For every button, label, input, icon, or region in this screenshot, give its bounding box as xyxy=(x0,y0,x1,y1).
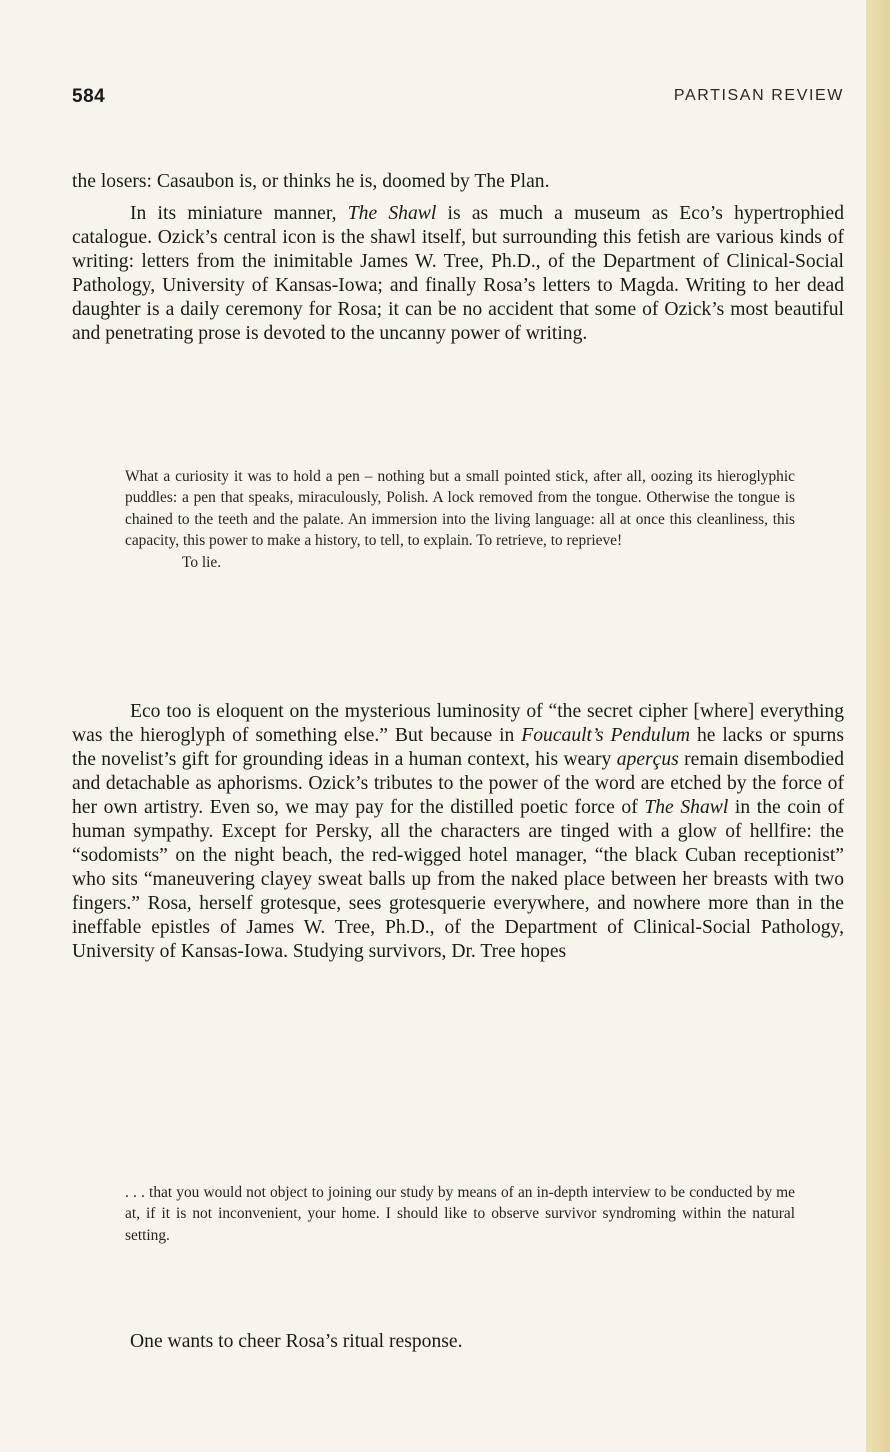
paragraph-text: Eco too is eloquent on the mysterious luminosity of “the secret cipher [where] everything was the hieroglyph of something else.” But because in xyxy=(72,701,844,746)
page-number: 584 xyxy=(72,86,106,107)
block-quote-pen xyxy=(125,466,795,573)
book-title: The Shawl xyxy=(347,203,437,224)
closing-line: One wants to cheer Rosa’s ritual response. xyxy=(130,1331,463,1352)
paragraph-shawl-museum xyxy=(72,202,844,346)
paragraph-eco-eloquent xyxy=(72,700,844,964)
book-title: The Shawl xyxy=(644,797,729,818)
block-quote-tree-letter: . . . that you would not object to joining our study by means of an in-depth interview to be conducted by me at, if it is not inconvenient, your home. I should like to observe survivor syndroming within the natural setting. xyxy=(125,1184,795,1244)
running-head: PARTISAN REVIEW xyxy=(673,87,844,104)
book-title: Foucault’s Pendulum xyxy=(521,725,691,746)
paragraph-text: he lacks or spurns the novelist’s gift for grounding ideas in a human context, his weary xyxy=(72,725,844,770)
paragraph-text: remain disembodied and detachable as aphorisms. Ozick’s tributes to the power of the word are etched by the force of her own artistry. Even so, we may pay for the distilled poetic force of xyxy=(72,749,845,818)
block-quote-tail: To lie. xyxy=(182,553,222,571)
paragraph-text: in the coin of human sympathy. Except for Persky, all the characters are tinged with a glow of hellfire: the “sodomists” on the night beach, the red-wigged hotel manager, “the black Cuban receptionist” who sits “maneuvering clayey sweat balls up from the naked place between her breasts with two fingers.” Rosa, herself grotesque, sees grotesquerie everywhere, and nowhere more than in the ineffable epistles of James W. Tree, Ph.D., of the Department of Clinical-Social Pathology, University of Kansas-Iowa. Studying survivors, Dr. Tree hopes xyxy=(72,797,844,962)
page-header xyxy=(72,86,844,114)
paragraph-text: is as much a museum as Eco’s hypertrophied catalogue. Ozick’s central icon is the shawl itself, but surrounding this fetish are various kinds of writing: letters from the inimitable James W. Tree, Ph.D., of the Department of Clinical-Social Pathology, University of Kansas-Iowa; and finally Rosa’s letters to Magda. Writing to her dead daughter is a daily ceremony for Rosa; it can be no accident that some of Ozick’s most beautiful and penetrating prose is devoted to the uncanny power of writing. xyxy=(72,203,844,344)
paragraph-text: In its miniature manner, xyxy=(130,203,348,224)
page-edge xyxy=(866,0,890,1452)
block-quote-body: What a curiosity it was to hold a pen – nothing but a small pointed stick, after all, oozing its hieroglyphic puddles: a pen that speaks, miraculously, Polish. A lock removed from the tongue. Otherwise the tongue is chained to the teeth and the palate. An immersion into the living language: all at once this cleanliness, this capacity, this power to make a history, to tell, to explain. To retrieve, to reprieve! xyxy=(125,468,795,550)
foreign-term: aperçus xyxy=(616,749,679,770)
paragraph-continuation: the losers: Casaubon is, or thinks he is, doomed by The Plan. xyxy=(72,171,550,192)
